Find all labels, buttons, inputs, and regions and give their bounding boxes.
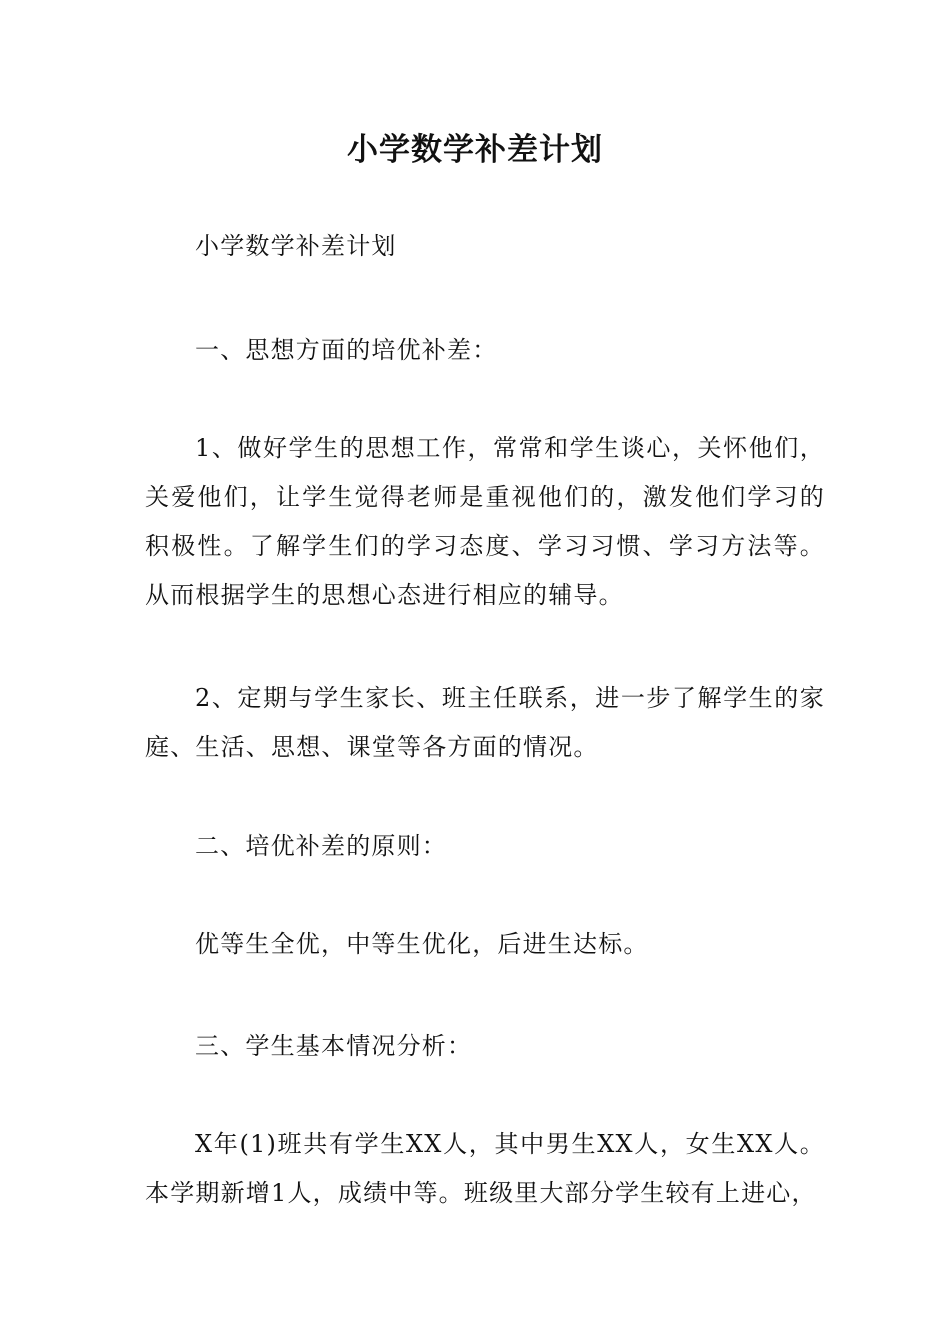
body-paragraph-1: 1、做好学生的思想工作，常常和学生谈心，关怀他们，关爱他们，让学生觉得老师是重视他们的，激发他们学习的积极性。了解学生们的学习态度、学习习惯、学习方法等。从而根据学生的思想心态进行相应的辅导。 [145,434,825,609]
body-paragraph-2: 2、定期与学生家长、班主任联系，进一步了解学生的家庭、生活、思想、课堂等各方面的情况。 [145,684,825,761]
section-heading-1: 一、思想方面的培优补差： [195,336,498,364]
document-title: 小学数学补差计划 [347,132,603,168]
body-paragraph-4: X年(1)班共有学生XX人，其中男生XX人，女生XX人。本学期新增1人，成绩中等。班级里大部分学生较有上进心， [145,1130,825,1207]
section-heading-2: 二、培优补差的原则： [195,832,447,860]
body-paragraph-3: 优等生全优，中等生优化，后进生达标。 [195,930,649,958]
subtitle-paragraph: 小学数学补差计划 [195,232,397,260]
section-heading-3: 三、学生基本情况分析： [195,1032,473,1060]
